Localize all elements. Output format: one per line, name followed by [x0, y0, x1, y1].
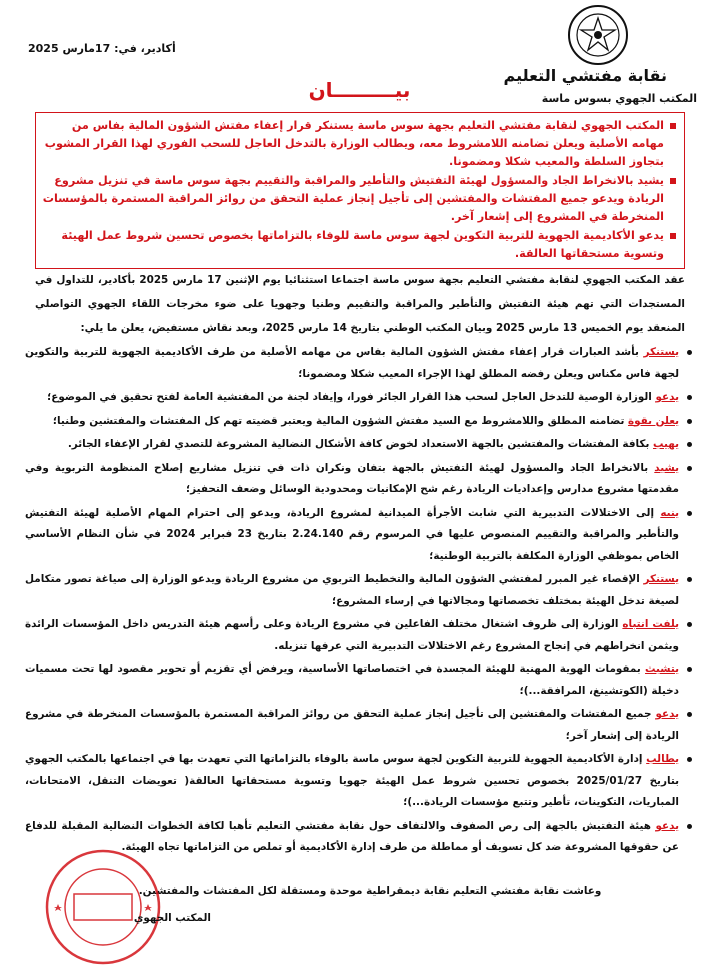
highlight-item: يدعو الأكاديمية الجهوية للتربية التكوين لجهة سوس ماسة للوفاء بالتزاماتها بخصوص تحسين شروط عمل الهيئة وتسوية مستحقاتها العالقة. [42, 227, 678, 263]
list-item [25, 659, 695, 702]
item-verb: يطالب [646, 753, 679, 765]
item-text: بكافة المفتشات والمفتشين بالجهة الاستعداد لخوض كافة الأشكال النضالية المشروعة للتصدي لقرار الإعفاء الجائر. [67, 438, 653, 450]
document-date: أكادير، في: 17مارس 2025 [28, 42, 176, 55]
item-verb: يستنكر [643, 346, 679, 358]
highlight-item: المكتب الجهوي لنقابة مفتشي التعليم بجهة سوس ماسة يستنكر قرار إعفاء مفتش الشؤون المالية بفاس من مهامه الأصلية ويعلن تضامنه اللامشروط معه، ويطالب الوزارة بالتدخل العاجل للسحب الفوري لهذا القرار المشوب بتجاوز السلطة والمعيب شكلا ومضمونا. [42, 117, 678, 171]
item-verb: يهيب [652, 438, 679, 450]
item-text: بأشد العبارات قرار إعفاء مفتش الشؤون المالية بفاس من مهامه الأصلية من طرف الأكاديمية الجهوية للتربية والتكوين لجهة فاس مكناس ويعلن رفضه المطلق لهذا الإجراء المعيب شكلا ومضمونا؛ [25, 346, 679, 380]
item-text: إدارة الأكاديمية الجهوية للتربية التكوين لجهة سوس ماسة بالوفاء بالتزاماتها التي تعهدت بها في اجتماعها بالمكتب الجهوي بتاريخ 2025/01/27 بخصوص تحسين شروط عمل الهيئة جهويا وتسوية مستحقاتها العالقة( تعويضات التنقل، الامتحانات، المباريات، التكوينات، تأطير وتتبع مؤسسات الريادة...)؛ [25, 753, 679, 808]
list-item [25, 411, 695, 433]
highlight-item: يشيد بالانخراط الجاد والمسؤول لهيئة التفتيش والتأطير والمراقبة والتقييم بجهة سوس ماسة في تنزيل مشروع الريادة ويدعو جميع المفتشات والمفتشين إلى تأجيل إنجاز عملية التحقق من روائز المراقبة المستمرة بالمؤسسات المنخرطة في المشروع إلى إشعار آخر. [42, 172, 678, 226]
item-verb: يتشبث [645, 663, 679, 675]
list-item [25, 569, 695, 612]
union-emblem-icon [567, 4, 629, 66]
document-title: بيـــــــــان [308, 78, 411, 102]
signature: المكتب الجهوي [133, 912, 211, 924]
item-text: هيئة التفتيش بالجهة إلى رص الصفوف والالتفاف حول نقابة مفتشي التعليم تأهبا لكافة الخطوات النضالية المقبلة للدفاع عن حقوقها المشروعة ضد كل تسويف أو مماطلة من طرف إدارة الأكاديمية أو تملص من التزاماتها تجاه الهيئة. [25, 819, 679, 853]
item-text: جميع المفتشات والمفتشين إلى تأجيل إنجاز عملية التحقق من روائز المراقبة المستمرة بالمؤسسات المنخرطة في مشروع الريادة إلى إشعار آخر؛ [25, 708, 679, 742]
list-item [25, 614, 695, 657]
list-item [25, 458, 695, 501]
statement-list [25, 342, 695, 861]
logo-area [489, 4, 689, 88]
item-verb: يشيد [654, 461, 679, 474]
item-verb: ينبه [660, 506, 679, 519]
list-item [25, 503, 695, 568]
union-name: نقابة مفتشي التعليم [503, 66, 667, 85]
list-item [25, 434, 695, 456]
item-verb: يدعو [655, 819, 679, 832]
item-text: تضامنه المطلق واللامشروط مع السيد مفتش الشؤون المالية ويعتبر قضيته تهم كل المفتشات والمفتشين وطنيا؛ [52, 414, 628, 427]
item-text: الوزارة الوصية للتدخل العاجل لسحب هذا القرار الجائر فورا، وإيفاد لجنة من المفتشية العامة لفتح تحقيق في الموضوع؛ [47, 391, 656, 403]
item-text: الإقصاء غير المبرر لمفتشي الشؤون المالية والتخطيط التربوي من مشروع الريادة ويدعو الوزارة إلى صياغة تصور متكامل لصيغة تدخل الهيئة بمختلف تخصصاتها ومجالاتها في إرساء المشروع؛ [25, 573, 679, 607]
item-text: الوزارة إلى ظروف اشتغال مختلف الفاعلين في مشروع الريادة وعلى رأسهم هيئة التدريس داخل المؤسسات الرائدة ويثمن انخراطهم في إنجاح المشروع رغم الاختلالات التدبيرية التي عرفها تنزيله. [25, 618, 679, 652]
highlights-box [35, 112, 685, 269]
item-verb: يستنكر [643, 573, 679, 585]
item-verb: يلفت انتباه [622, 618, 679, 630]
list-item [25, 704, 695, 747]
list-item [25, 342, 695, 385]
item-text: بالانخراط الجاد والمسؤول لهيئة التفتيش بالجهة بتفان ونكران ذات في تنزيل مشاريع إصلاح المنظومة التربوية وفي مقدمتها مشروع مدارس وإعداديات الريادة رغم شح الإمكانيات ومحدودية الوسائل وضعف التحفيز؛ [25, 461, 679, 495]
list-item [25, 387, 695, 409]
item-text: بمقومات الهوية المهنية للهيئة المجسدة في اختصاصاتها الأساسية، ويرفض أي تقزيم أو تحوير مقصود لها تحت مسميات دخيلة (الكوتشينغ، المرافقة...)؛ [25, 663, 679, 697]
office-name: المكتب الجهوي بسوس ماسة [541, 92, 697, 105]
item-verb: يدعو [655, 391, 679, 403]
closing-line: وعاشت نقابة مفتشي التعليم نقابة ديمقراطية موحدة ومستقلة لكل المفتشات والمفتشين. [138, 885, 602, 897]
item-text: إلى الاختلالات التدبيرية التي شابت الأجرأة الميدانية لمشروع الريادة، ويدعو إلى احترام المهام الأصلية لهيئة التفتيش والتأطير والمراقبة والتقييم المنصوص عليها في المرسوم رقم 2.24.140 بتاريخ 23 فبراير 2024 في شأن النظام الأساسي الخاص بموظفي الوزارة المكلفة بالتربية الوطنية؛ [25, 506, 680, 562]
office-stamp-icon [44, 848, 162, 966]
intro-paragraph: عقد المكتب الجهوي لنقابة مفتشي التعليم بجهة سوس ماسة اجتماعا استثنائيا يوم الإثنين 17 مارس 2025 بأكادير، للتداول في المستجدات التي تهم هيئة التفتيش والتأطير والمراقبة والتقييم وطنيا وجهويا على ضوء مخرجات اللقاء الجهوي التواصلي المنعقد يوم الخميس 13 مارس 2025 وبيان المكتب الوطني بتاريخ 14 مارس 2025، وبعد نقاش مستفيض، يعلن ما يلي: [35, 274, 686, 334]
item-verb: يعلن بقوة [627, 414, 679, 427]
list-item [25, 749, 695, 814]
item-verb: يدعو [655, 708, 679, 720]
